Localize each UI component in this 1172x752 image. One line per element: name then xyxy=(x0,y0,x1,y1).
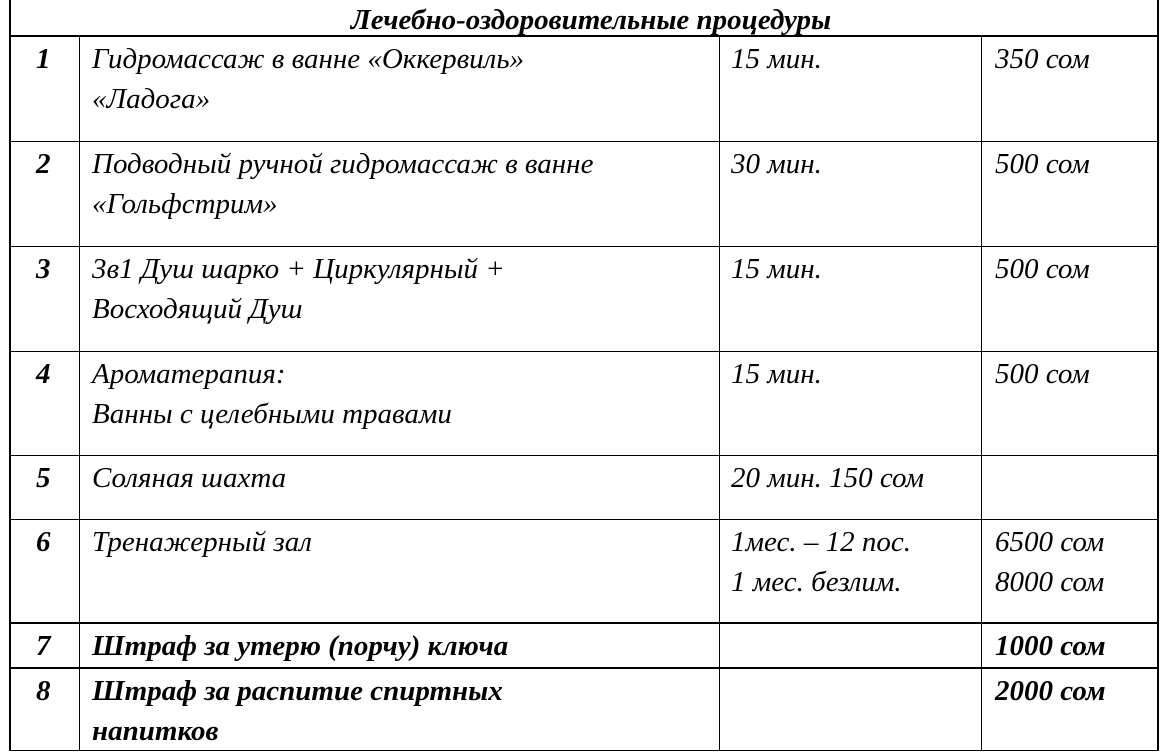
procedure-name: Подводный ручной гидромассаж в ванне «Гольфстрим» xyxy=(80,142,720,246)
procedure-price xyxy=(982,456,1157,519)
procedure-duration: 30 мин. xyxy=(720,142,982,246)
row-number: 7 xyxy=(11,624,80,667)
table-row xyxy=(11,520,1157,624)
table-row xyxy=(11,624,1157,669)
row-number: 8 xyxy=(11,669,80,750)
procedure-price: 350 сом xyxy=(995,43,1090,75)
table-row xyxy=(11,247,1157,352)
table-row xyxy=(11,456,1157,520)
procedure-price: 1000 сом xyxy=(995,630,1106,662)
procedure-duration: 1мес. – 12 пос. 1 мес. безлим. xyxy=(720,520,982,622)
table-row xyxy=(11,142,1157,247)
procedure-duration: 15 мин. xyxy=(720,247,982,351)
procedure-price: 2000 сом xyxy=(995,675,1106,707)
procedure-name: Соляная шахта xyxy=(80,456,720,519)
table-title: Лечебно-оздоровительные процедуры xyxy=(11,0,1157,37)
table-row xyxy=(11,37,1157,142)
procedure-name: Ароматерапия: Ванны с целебными травами xyxy=(80,352,720,455)
procedure-price: 500 сом xyxy=(995,148,1090,180)
procedure-duration xyxy=(720,669,982,750)
procedure-duration xyxy=(720,624,982,667)
procedure-name: Гидромассаж в ванне «Оккервиль» «Ладога» xyxy=(80,37,720,141)
procedure-duration: 15 мин. xyxy=(720,37,982,141)
procedure-name: 3в1 Душ шарко + Циркулярный + Восходящий Душ xyxy=(80,247,720,351)
row-number: 1 xyxy=(11,37,80,141)
row-number: 3 xyxy=(11,247,80,351)
procedure-duration: 20 мин. 150 сом xyxy=(720,456,982,519)
row-number: 5 xyxy=(11,456,80,519)
procedure-duration: 15 мин. xyxy=(720,352,982,455)
procedure-name: Тренажерный зал xyxy=(80,520,720,622)
table-row xyxy=(11,352,1157,456)
procedure-price: 500 сом xyxy=(995,358,1090,390)
procedure-price: 500 сом xyxy=(995,253,1090,285)
table-row xyxy=(11,669,1157,751)
row-number: 6 xyxy=(11,520,80,622)
row-number: 2 xyxy=(11,142,80,246)
procedure-price: 6500 сом 8000 сом xyxy=(995,526,1105,598)
row-number: 4 xyxy=(11,352,80,455)
procedure-name: Штраф за утерю (порчу) ключа xyxy=(80,624,720,667)
procedures-table xyxy=(9,0,1159,751)
procedure-name: Штраф за распитие спиртных напитков xyxy=(80,669,720,750)
